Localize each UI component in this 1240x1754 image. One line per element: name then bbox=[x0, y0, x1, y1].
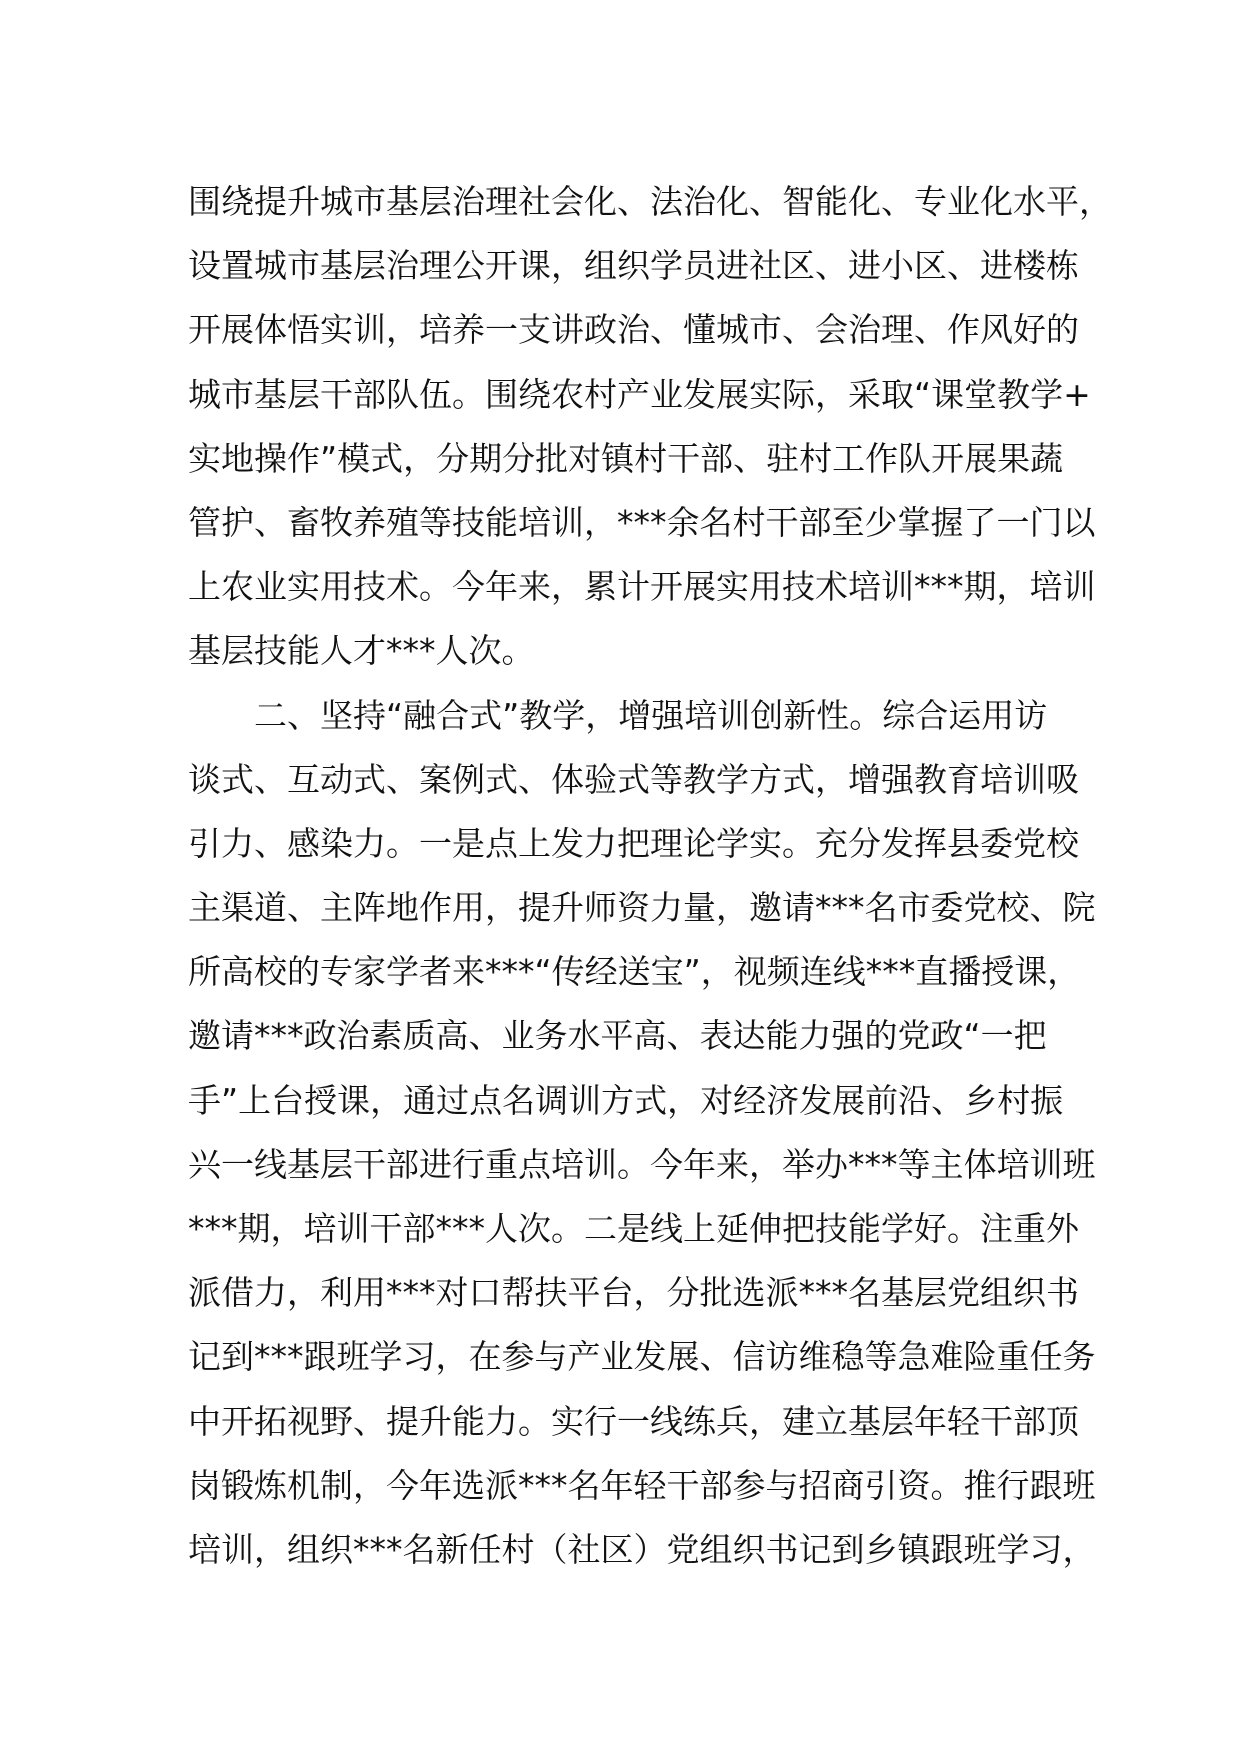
text-line: 管护、畜牧养殖等技能培训，***余名村干部至少掌握了一门以 bbox=[188, 502, 1096, 542]
text-line: 围绕提升城市基层治理社会化、法治化、智能化、专业化水平， bbox=[188, 182, 1112, 221]
text-line: 派借力，利用***对口帮扶平台，分批选派***名基层党组织书 bbox=[188, 1273, 1079, 1313]
text-line: 兴一线基层干部进行重点培训。今年来，举办***等主体培训班 bbox=[188, 1144, 1096, 1184]
text-line: 上农业实用技术。今年来，累计开展实用技术培训***期，培训 bbox=[188, 567, 1096, 607]
text-line: 记到***跟班学习，在参与产业发展、信访维稳等急难险重任务 bbox=[188, 1337, 1096, 1377]
text-line: ***期，培训干部***人次。二是线上延伸把技能学好。注重外 bbox=[188, 1209, 1079, 1248]
text-line: 中开拓视野、提升能力。实行一线练兵，建立基层年轻干部顶 bbox=[188, 1401, 1079, 1441]
text-line: 开展体悟实训，培养一支讲政治、懂城市、会治理、作风好的 bbox=[188, 310, 1079, 350]
text-line: 实地操作”模式，分期分批对镇村干部、驻村工作队开展果蔬 bbox=[188, 438, 1064, 478]
text-line: 设置城市基层治理公开课，组织学员进社区、进小区、进楼栋 bbox=[188, 246, 1079, 286]
text-line: 城市基层干部队伍。围绕农村产业发展实际，采取“课堂教学+ bbox=[188, 374, 1091, 414]
text-line: 手”上台授课，通过点名调训方式，对经济发展前沿、乡村振 bbox=[188, 1080, 1064, 1120]
paragraph-start-line: 二、坚持“融合式”教学，增强培训创新性。综合运用访 bbox=[254, 695, 1048, 735]
body-text bbox=[188, 170, 1112, 1582]
text-line: 所高校的专家学者来***“传经送宝”，视频连线***直播授课， bbox=[188, 952, 1081, 992]
text-line: 邀请***政治素质高、业务水平高、表达能力强的党政“一把 bbox=[188, 1016, 1047, 1056]
text-line: 主渠道、主阵地作用，提升师资力量，邀请***名市委党校、院 bbox=[188, 888, 1096, 928]
text-line: 基层技能人才***人次。 bbox=[188, 631, 535, 671]
text-line: 谈式、互动式、案例式、体验式等教学方式，增强教育培训吸 bbox=[188, 759, 1079, 799]
text-line: 引力、感染力。一是点上发力把理论学实。充分发挥县委党校 bbox=[188, 823, 1079, 863]
text-line: 培训，组织***名新任村（社区）党组织书记到乡镇跟班学习， bbox=[188, 1529, 1096, 1569]
text-line: 岗锻炼机制，今年选派***名年轻干部参与招商引资。推行跟班 bbox=[188, 1465, 1096, 1505]
